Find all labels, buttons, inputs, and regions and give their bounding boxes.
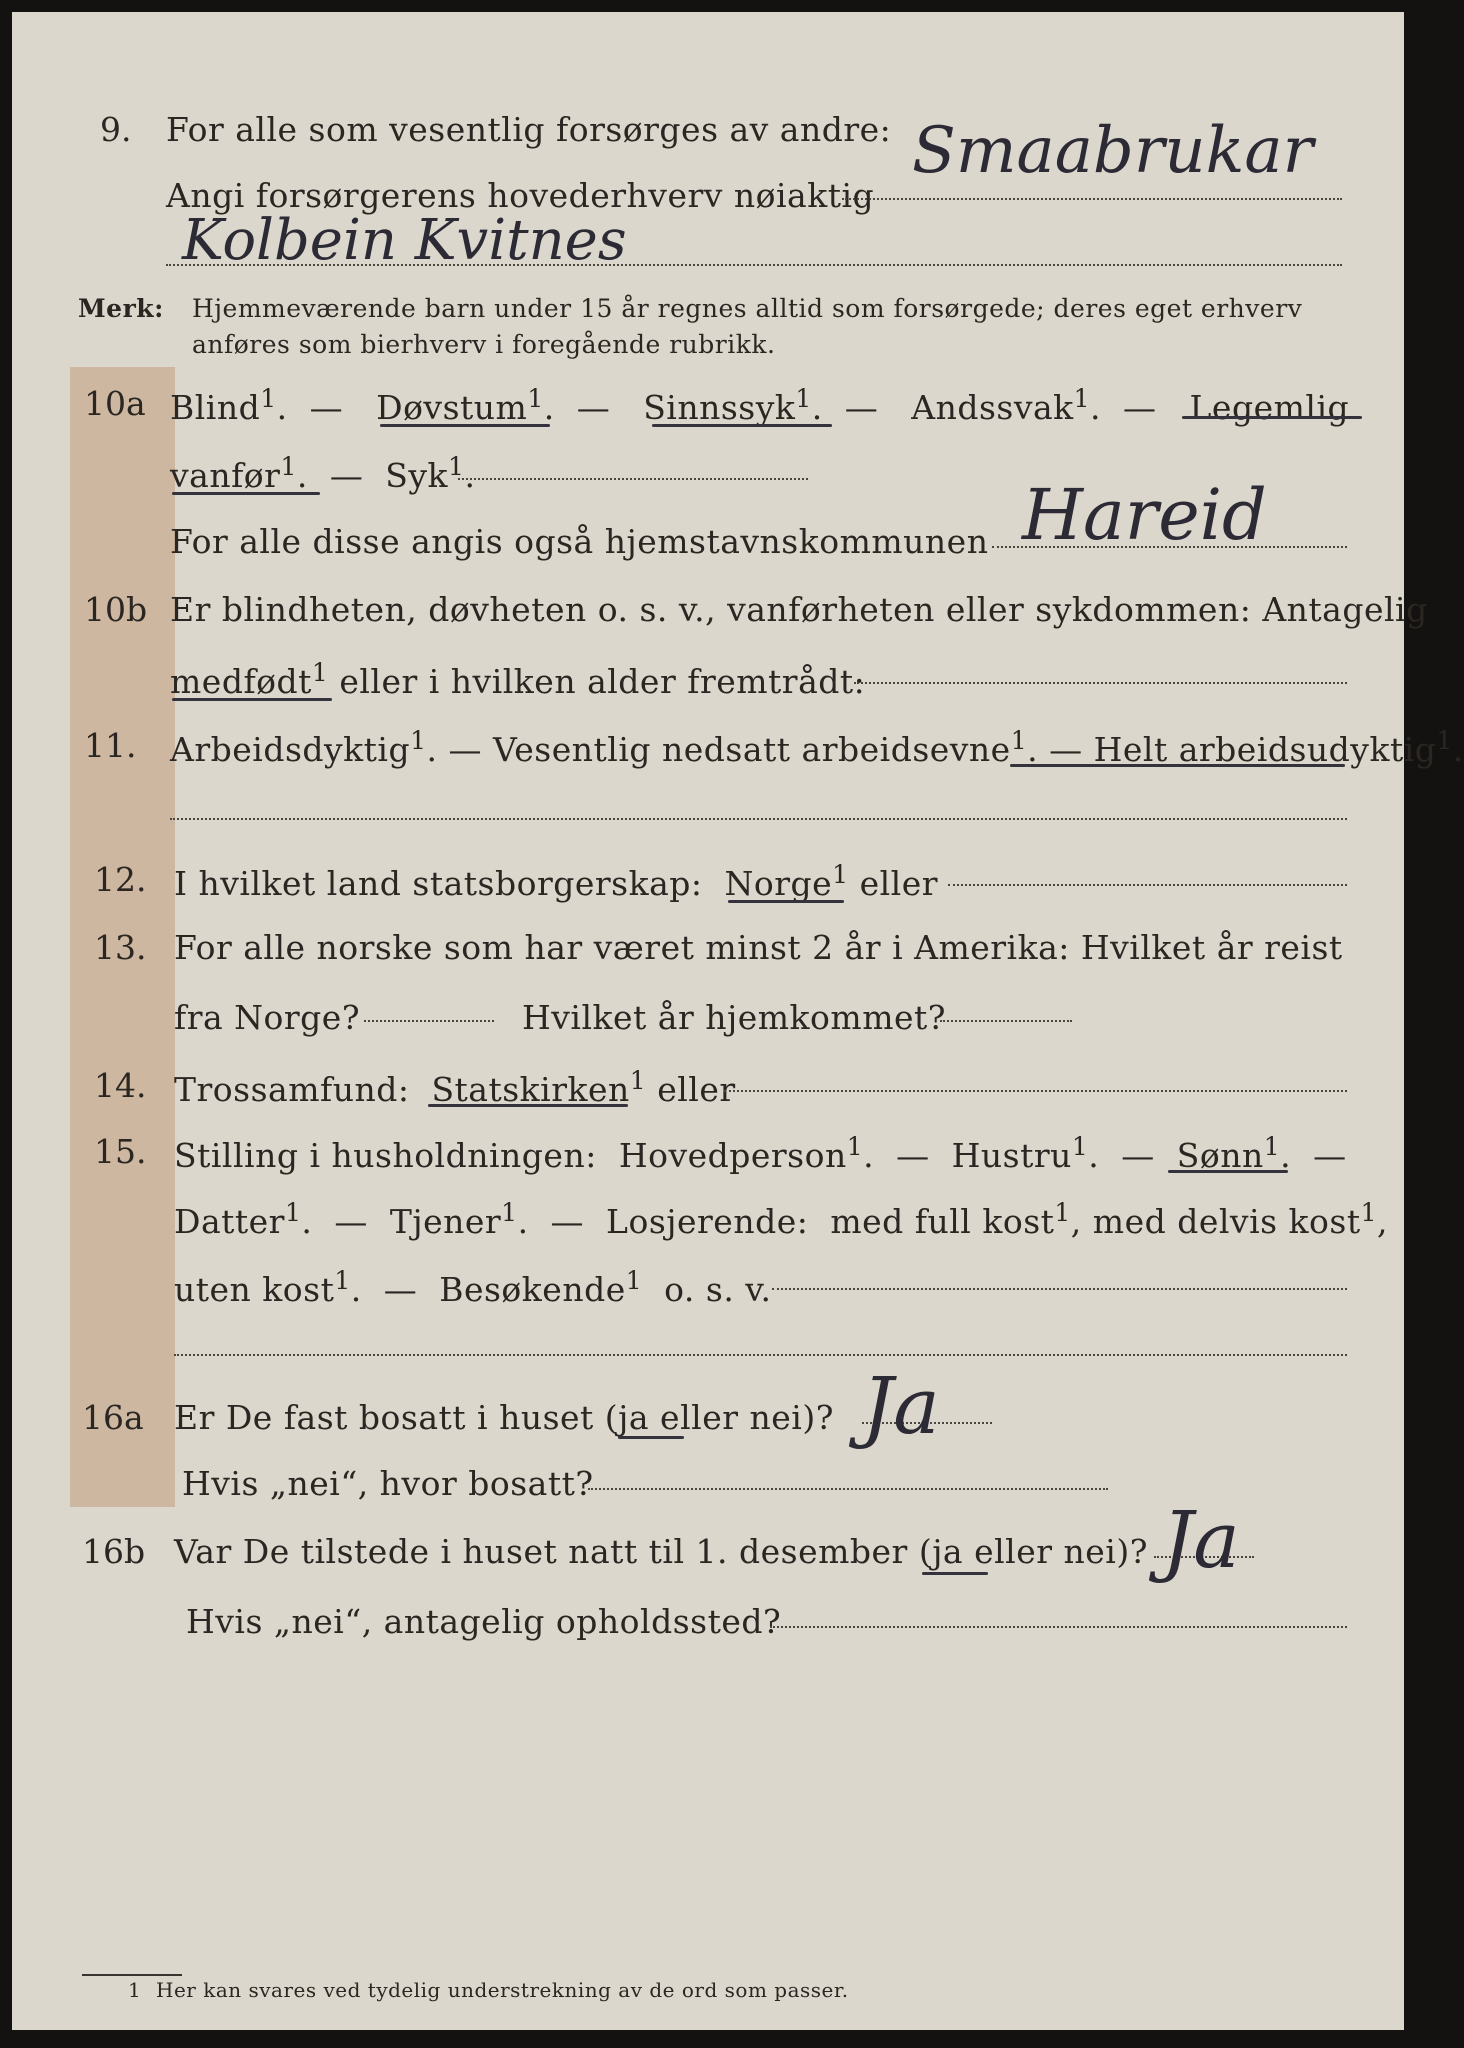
underline-statskirken <box>428 1104 628 1107</box>
opt-blind: Blind <box>170 388 261 427</box>
opt-andssvak: Andssvak <box>911 388 1074 427</box>
q15-line2: Datter$^1$. — Tjener$^1$. — Losjerende: med full kost$^1$, med delvis kost$^1$, <box>174 1198 1389 1241</box>
opt-datter: Datter <box>174 1202 285 1241</box>
opt-besokende: Besøkende <box>439 1270 626 1309</box>
opt-sonn: Sønn <box>1176 1136 1264 1175</box>
q16a-number: 16a <box>82 1398 144 1437</box>
q10a-number: 10a <box>84 384 146 423</box>
q14-number: 14. <box>94 1066 147 1105</box>
q15-extra-line <box>174 1354 1347 1356</box>
opt-dovstum: Døvstum <box>376 388 528 427</box>
q9-line1: For alle som vesentlig forsørges av andre: <box>166 110 892 149</box>
underline-ja-16b <box>922 1572 988 1575</box>
census-form-page <box>12 12 1464 2030</box>
q15-line3: uten kost$^1$. — Besøkende$^1$ o. s. v. <box>174 1266 772 1309</box>
opt-tjener: Tjener <box>389 1202 502 1241</box>
q9-handwritten-occupation: Smaabrukar <box>912 114 1314 188</box>
q10a-line3: For alle disse angis også hjemstavnskommunen <box>170 522 989 561</box>
footnote-rule <box>82 1974 182 1976</box>
q10b-answer-line <box>854 682 1347 684</box>
q10a-handwritten-municipality: Hareid <box>1022 474 1267 556</box>
underline-legemlig <box>1182 416 1362 419</box>
opt-full-kost: med full kost <box>830 1202 1055 1241</box>
q14-line: Trossamfund: Statskirken$^1$ eller <box>174 1066 736 1109</box>
q16b-opholdssted-line <box>770 1626 1347 1628</box>
q10a-line1: Blind$^1$. — Døvstum$^1$. — Sinnssyk$^1$. — Andssvak$^1$. — Legemlig <box>170 384 1350 427</box>
q16a-bosatt-line <box>588 1488 1108 1490</box>
q10a-syk-line <box>458 478 808 480</box>
q15-line1: Stilling i husholdningen: Hovedperson$^1$. — Hustru$^1$. — Sønn$^1$. — <box>174 1132 1347 1175</box>
q10b-line1: Er blindheten, døvheten o. s. v., vanførheten eller sykdommen: Antagelig <box>170 590 1428 629</box>
q13-hjemkommet-line <box>940 1020 1072 1022</box>
q16a-line1: Er De fast bosatt i huset (ja eller nei)? <box>174 1398 834 1437</box>
underline-ja-16a <box>618 1436 684 1439</box>
q9-answer-line1 <box>842 198 1342 200</box>
q13-number: 13. <box>94 928 147 967</box>
underline-vanfor <box>172 492 320 495</box>
opt-statskirken: Statskirken <box>431 1070 630 1109</box>
underline-norge <box>728 900 844 903</box>
footnote-mark: 1 <box>128 1978 142 2002</box>
q13-line2b: Hvilket år hjemkommet? <box>522 998 946 1037</box>
opt-arbeidsdyktig: Arbeidsdyktig <box>170 730 411 769</box>
q13-line1: For alle norske som har været minst 2 år i Amerika: Hvilket år reist <box>174 928 1343 967</box>
q16b-line1: Var De tilstede i huset natt til 1. desember (ja eller nei)? <box>174 1532 1148 1571</box>
q9-line2: Angi forsørgerens hovederhverv nøiaktig <box>166 176 875 215</box>
opt-medfodt: medfødt <box>170 662 312 701</box>
q10b-number: 10b <box>84 590 148 629</box>
q10b-line2: medfødt$^1$ eller i hvilken alder fremtrådt: <box>170 658 866 701</box>
merk-line1: Hjemmeværende barn under 15 år regnes alltid som forsørgede; deres eget erhverv <box>192 294 1303 323</box>
underline-dovstum <box>380 424 550 427</box>
q15-number: 15. <box>94 1132 147 1171</box>
q16a-line2: Hvis „nei“, hvor bosatt? <box>182 1464 594 1503</box>
q13-line2a: fra Norge? <box>174 998 361 1037</box>
underline-sonn <box>1168 1170 1288 1173</box>
merk-label: Merk: <box>78 294 164 323</box>
opt-norge: Norge <box>724 864 833 903</box>
q12-answer-line <box>948 884 1347 886</box>
opt-uten-kost: uten kost <box>174 1270 335 1309</box>
q11-extra-line <box>170 818 1347 820</box>
opt-hustru: Hustru <box>951 1136 1072 1175</box>
opt-hovedperson: Hovedperson <box>618 1136 847 1175</box>
opt-legemlig: Legemlig <box>1189 388 1350 427</box>
q10a-line2: vanfør$^1$. — Syk$^1$. <box>170 452 476 495</box>
q13-reist-line <box>364 1020 494 1022</box>
opt-sinnssyk: Sinnssyk <box>643 388 796 427</box>
q15-answer-line <box>772 1288 1347 1290</box>
q11-line1: Arbeidsdyktig$^1$. — Vesentlig nedsatt arbeidsevne$^1$. — Helt arbeidsudyktig$^1$. <box>170 726 1464 769</box>
underline-medfodt <box>172 698 332 701</box>
opt-nedsatt: Vesentlig nedsatt arbeidsevne <box>492 730 1011 769</box>
opt-delvis-kost: med delvis kost <box>1092 1202 1361 1241</box>
merk-line2: anføres som bierhverv i foregående rubrikk. <box>192 330 776 359</box>
opt-vanfor: vanfør <box>170 456 281 495</box>
underline-uarbeidsdyktig <box>1010 764 1345 767</box>
q16b-number: 16b <box>82 1532 146 1571</box>
q16a-handwritten-answer: Ja <box>862 1362 940 1452</box>
q12-line: I hvilket land statsborgerskap: Norge$^1$ eller <box>174 860 939 903</box>
q12-number: 12. <box>94 860 147 899</box>
opt-uarbeidsdyktig: Helt arbeidsudyktig <box>1093 730 1437 769</box>
opt-syk: Syk <box>385 456 449 495</box>
q9-number: 9. <box>100 110 132 149</box>
q11-number: 11. <box>84 726 137 765</box>
q9-handwritten-name: Kolbein Kvitnes <box>182 208 627 273</box>
underline-sinnssyk <box>652 424 832 427</box>
q16b-line2: Hvis „nei“, antagelig opholdssted? <box>186 1602 782 1641</box>
q14-answer-line <box>724 1090 1347 1092</box>
q16b-handwritten-answer: Ja <box>1162 1496 1240 1586</box>
footnote-text: Her kan svares ved tydelig understrekning av de ord som passer. <box>156 1978 849 2002</box>
